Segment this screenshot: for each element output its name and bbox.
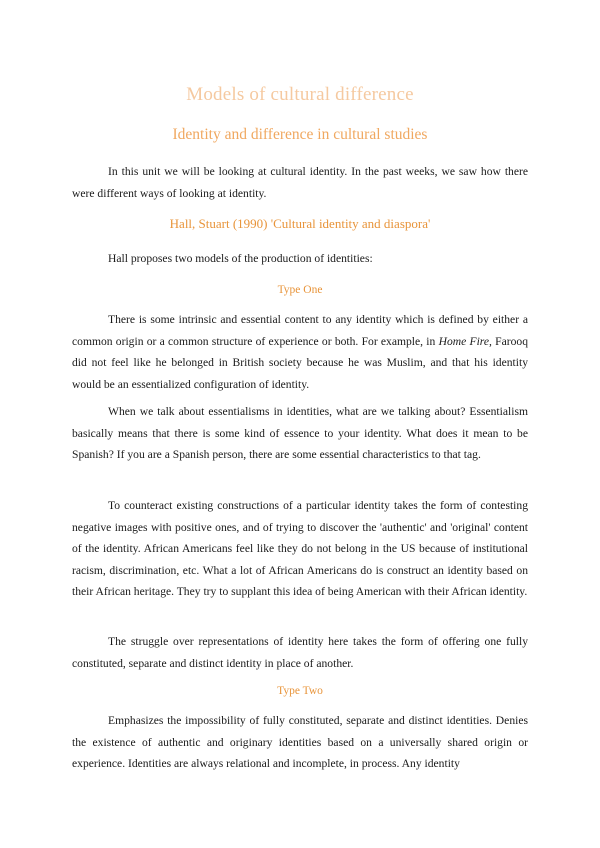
type-one-paragraph-1 (72, 309, 528, 395)
type-one-p1-before: There is some intrinsic and essential content to any identity which is defined by either a common origin or a common structure of experience or both. For example, in (72, 313, 528, 348)
document-subtitle: Identity and difference in cultural studies (172, 126, 428, 143)
type-one-p2-text: When we talk about essentialisms in identities, what are we talking about? Essentialism basically means that there is some kind of essence to your identity. What does it mean to be Spanish? If you are a Spanish person, there are some essential characteristics to that tag. (72, 405, 528, 461)
hall-intro-text: Hall proposes two models of the production of identities: (108, 252, 373, 265)
type-one-p3-text: To counteract existing constructions of a particular identity takes the form of contesting negative images with positive ones, and of trying to discover the 'authentic' and 'original' content of the identity. African Americans feel like they do not belong in the US because of institutional racism, discrimination, etc. What a lot of African Americans do is construct an identity based on their African heritage. They try to supplant this idea of being American with their African identity. (72, 499, 528, 598)
type-one-p4-text: The struggle over representations of identity here takes the form of offering one fully constituted, separate and distinct identity in place of another. (72, 635, 528, 670)
type-two-heading: Type Two (277, 685, 323, 697)
type-one-paragraph-3 (72, 495, 528, 603)
intro-paragraph (72, 161, 528, 204)
book-title-home-fire: Home Fire, (438, 334, 492, 348)
type-two-paragraph-1 (72, 710, 528, 775)
document-title: Models of cultural difference (186, 84, 414, 105)
hall-intro-paragraph (72, 248, 528, 270)
type-one-p1-after: Farooq did not feel like he belonged in British society because he was Muslim, and that his identity would be an essentialized configuration of identity. (72, 334, 529, 391)
type-two-p1-text: Emphasizes the impossibility of fully constituted, separate and distinct identities. Denies the existence of authentic and originary identities based on a universally shared origin or experience. Identities are always relational and incomplete, in process. Any identity (72, 714, 528, 770)
reference-heading: Hall, Stuart (1990) 'Cultural identity and diaspora' (169, 216, 431, 231)
type-one-heading: Type One (277, 284, 323, 296)
type-one-paragraph-4 (72, 631, 528, 674)
intro-text: In this unit we will be looking at cultural identity. In the past weeks, we saw how there were different ways of looking at identity. (72, 165, 528, 200)
type-one-paragraph-2 (72, 401, 528, 466)
